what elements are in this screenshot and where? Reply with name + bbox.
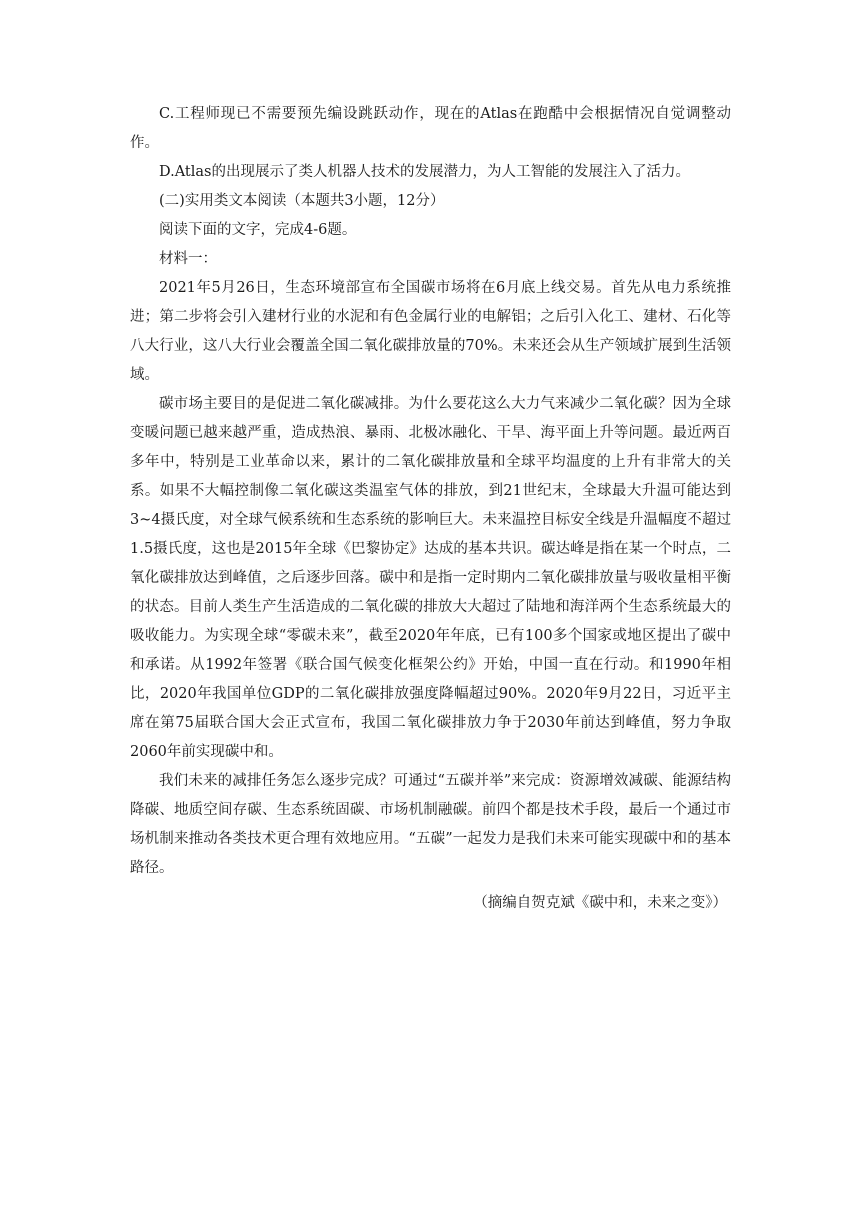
- source-citation: （摘编自贺克斌《碳中和，未来之变》）: [473, 895, 727, 911]
- paragraph-3: 我们未来的减排任务怎么逐步完成？可通过“五碳并举”来完成：资源增效减碳、能源结构降碳、地质空间存碳、生态系统固碳、市场机制融碳。前四个都是技术手段，最后一个通过市场机制来推动各类技术更合理有效地应用。“五碳”一起发力是我们未来可能实现碳中和的基本路径。: [130, 773, 731, 876]
- paragraph-2: 碳市场主要目的是促进二氧化碳减排。为什么要花这么大力气来减少二氧化碳？因为全球变暖问题已越来越严重，造成热浪、暴雨、北极冰融化、干旱、海平面上升等问题。最近两百多年中，特别是工业革命以来，累计的二氧化碳排放量和全球平均温度的上升有非常大的关系。如果不大幅控制像二氧化碳这类温室气体的排放，到21世纪末，全球最大升温可能达到3~4摄氏度，对全球气候系统和生态系统的影响巨大。未来温控目标安全线是升温幅度不超过1.5摄氏度，这也是2015年全球《巴黎协定》达成的基本共识。碳达峰是指在某一个时点，二氧化碳排放达到峰值，之后逐步回落。碳中和是指一定时期内二氧化碳排放量与吸收量相平衡的状态。目前人类生产生活造成的二氧化碳的排放大大超过了陆地和海洋两个生态系统最大的吸收能力。为实现全球“零碳未来”，截至2020年年底，已有100多个国家或地区提出了碳中和承诺。从1992年签署《联合国气候变化框架公约》开始，中国一直在行动。和1990年相比，2020年我国单位GDP的二氧化碳排放强度降幅超过90%。2020年9月22日，习近平主席在第75届联合国大会正式宣布，我国二氧化碳排放力争于2030年前达到峰值，努力争取2060年前实现碳中和。: [130, 396, 731, 760]
- option-c: C.工程师现已不需要预先编设跳跃动作，现在的Atlas在跑酷中会根据情况自觉调整动作。: [130, 106, 731, 151]
- option-d: D.Atlas的出现展示了类人机器人技术的发展潜力，为人工智能的发展注入了活力。: [159, 164, 690, 180]
- document-page: [130, 100, 731, 933]
- section-heading: (二)实用类文本阅读（本题共3小题，12分）: [159, 193, 445, 209]
- material-label: 材料一：: [159, 251, 217, 267]
- paragraph-1: 2021年5月26日，生态环境部宣布全国碳市场将在6月底上线交易。首先从电力系统推进；第二步将会引入建材行业的水泥和有色金属行业的电解铝；之后引入化工、建材、石化等八大行业，这八大行业会覆盖全国二氧化碳排放量的70%。未来还会从生产领域扩展到生活领域。: [130, 280, 731, 383]
- instruction: 阅读下面的文字，完成4-6题。: [159, 222, 357, 238]
